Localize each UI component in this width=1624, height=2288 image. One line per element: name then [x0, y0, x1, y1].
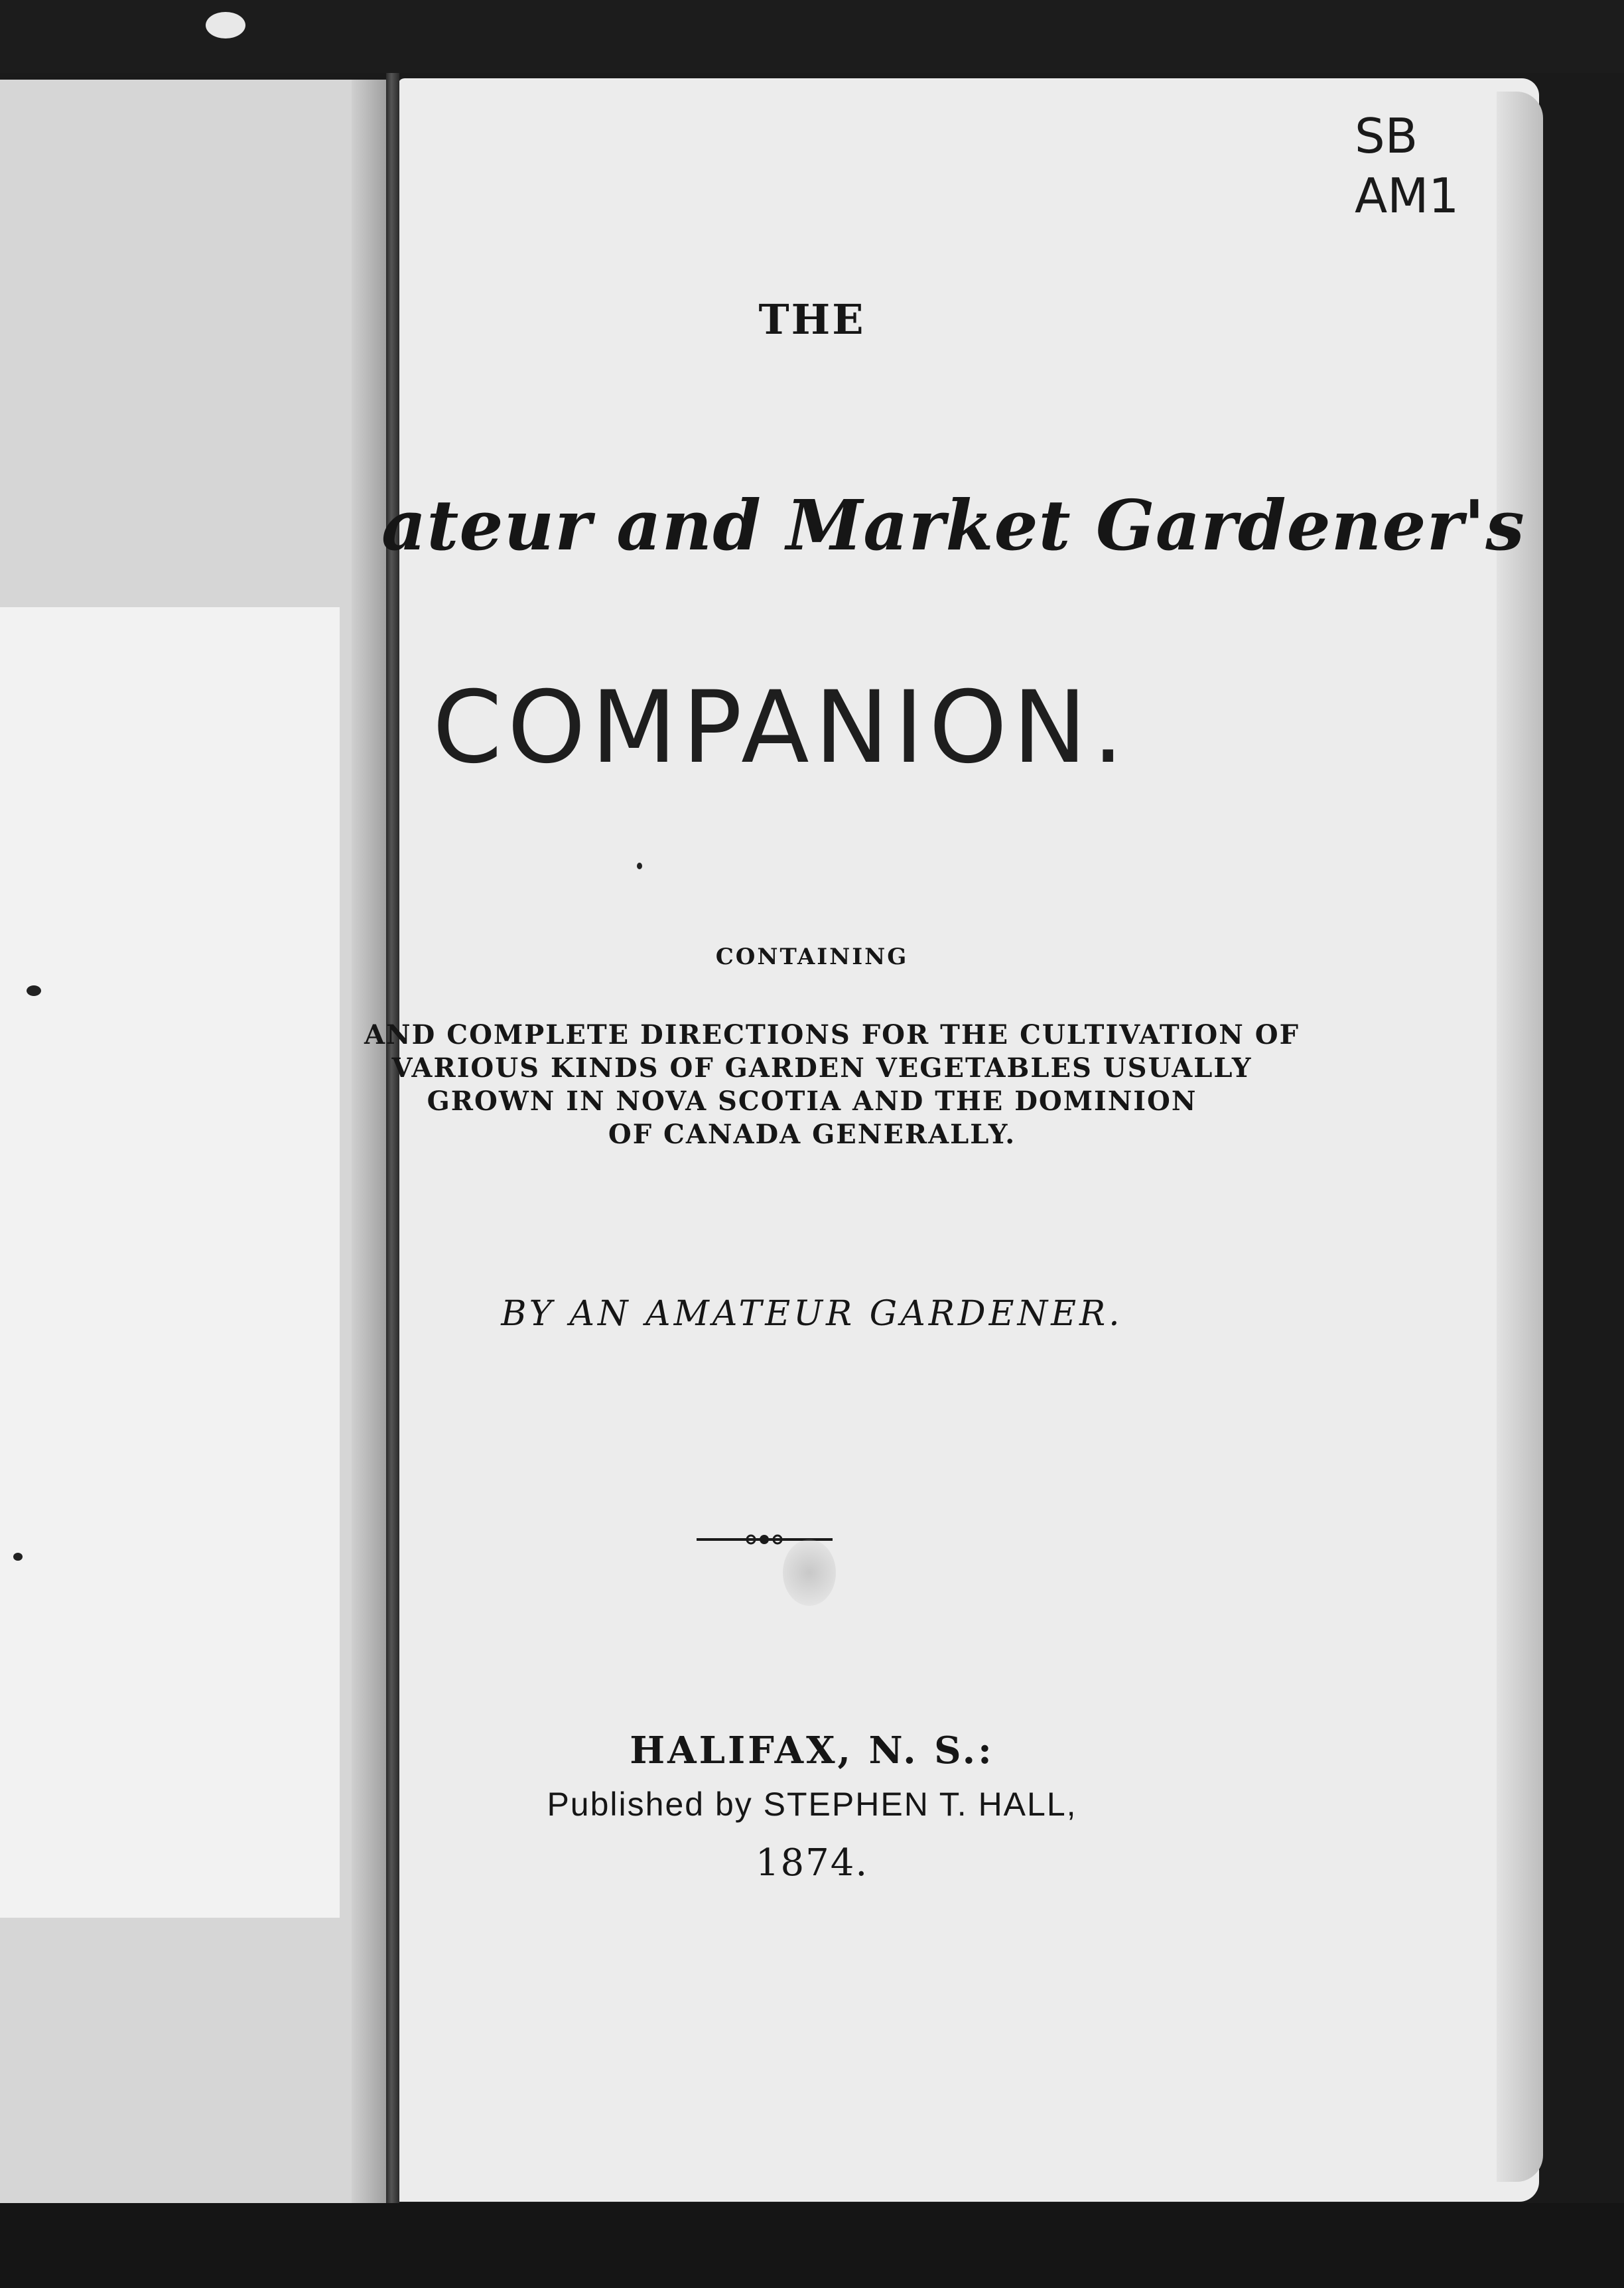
- title-blackletter: ateur and Market Gardener's: [381, 484, 1525, 566]
- call-number-handwritten: [1347, 100, 1479, 226]
- description-line-3: GROWN IN NOVA SCOTIA AND THE DOMINION: [427, 1086, 1197, 1117]
- byline: BY AN AMATEUR GARDENER.: [501, 1294, 1123, 1334]
- call-number-line1: SB: [1355, 108, 1418, 164]
- imprint-year: 1874.: [755, 1841, 869, 1885]
- film-border-top: [0, 0, 1624, 73]
- imprint-place: HALIFAX, N. S.:: [630, 1729, 994, 1772]
- stain: [783, 1539, 836, 1606]
- speck: [13, 1553, 23, 1561]
- imprint-publisher: Published by STEPHEN T. HALL,: [547, 1786, 1077, 1823]
- speck: [637, 863, 642, 869]
- title-main: COMPANION.: [433, 670, 1130, 786]
- description-line-2: VARIOUS KINDS OF GARDEN VEGETABLES USUALLY: [391, 1052, 1252, 1084]
- title-article: THE: [758, 295, 866, 344]
- speck: [206, 12, 245, 38]
- containing-label: CONTAINING: [715, 944, 909, 970]
- inserted-slip: [0, 607, 340, 1918]
- description: [0, 1019, 1624, 1151]
- description-line-4: OF CANADA GENERALLY.: [608, 1119, 1016, 1150]
- call-number-line2: AM1: [1355, 168, 1459, 224]
- film-border-bottom: [0, 2203, 1624, 2288]
- speck: [27, 985, 41, 996]
- description-line-1: AND COMPLETE DIRECTIONS FOR THE CULTIVATION OF: [364, 1019, 1300, 1050]
